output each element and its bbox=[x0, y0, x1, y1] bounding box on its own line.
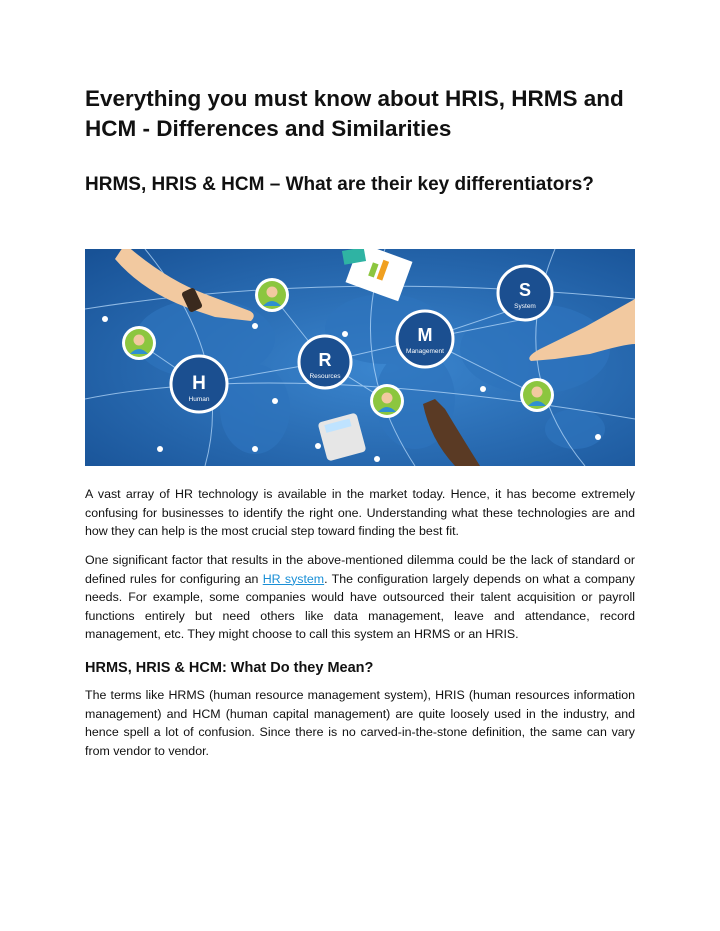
avatar-icon bbox=[520, 378, 554, 412]
dilemma-paragraph bbox=[85, 551, 635, 644]
section-subtitle: HRMS, HRIS & HCM – What are their key differentiators? bbox=[85, 174, 594, 195]
intro-paragraph: A vast array of HR technology is available in the market today. Hence, it has become extremely confusing for businesses to identify the right one. Understanding what these technologies are and how they can help is the most crucial step toward finding the best fit. bbox=[85, 487, 635, 538]
svg-text:System: System bbox=[514, 303, 536, 310]
paragraph-text: . The configuration largely depends on what a company needs. For example, some companies would have outsourced their talent acquisition or payroll functions entirely but need others like data management, leave and attendance, record management, etc. They might choose to call this system an HRMS or an HRIS. bbox=[85, 571, 635, 641]
svg-text:R: R bbox=[318, 350, 332, 370]
svg-text:M: M bbox=[417, 325, 433, 345]
svg-text:Human: Human bbox=[188, 396, 210, 403]
node-human bbox=[171, 356, 227, 412]
node-management bbox=[397, 311, 453, 367]
page-title: Everything you must know about HRIS, HRMS and HCM - Differences and Similarities bbox=[85, 86, 624, 141]
avatar-icon bbox=[122, 326, 156, 360]
node-resources bbox=[299, 336, 351, 388]
node-system bbox=[498, 266, 552, 320]
svg-text:Resources: Resources bbox=[309, 373, 341, 380]
definitions-paragraph: The terms like HRMS (human resource management system), HRIS (human resources information management) and HCM (human capital management) are quite loosely used in the industry, and hence spell a lot of confusion. Since there is no carved-in-the-stone definition, the same can vary from vendor to vendor. bbox=[85, 688, 635, 758]
avatar-icon bbox=[255, 278, 289, 312]
section-heading: HRMS, HRIS & HCM: What Do they Mean? bbox=[85, 660, 374, 676]
hero-image bbox=[85, 249, 635, 466]
svg-text:Management: Management bbox=[406, 348, 444, 355]
svg-text:H: H bbox=[192, 373, 206, 394]
hr-system-link[interactable]: HR system bbox=[262, 571, 325, 586]
avatar-icon bbox=[370, 384, 404, 418]
paragraph-text: One significant factor that results in the above-mentioned dilemma could be the lack of standard or defined rules for configuring an bbox=[85, 553, 635, 586]
hrms-network-illustration bbox=[85, 249, 635, 466]
svg-text:S: S bbox=[518, 280, 532, 300]
